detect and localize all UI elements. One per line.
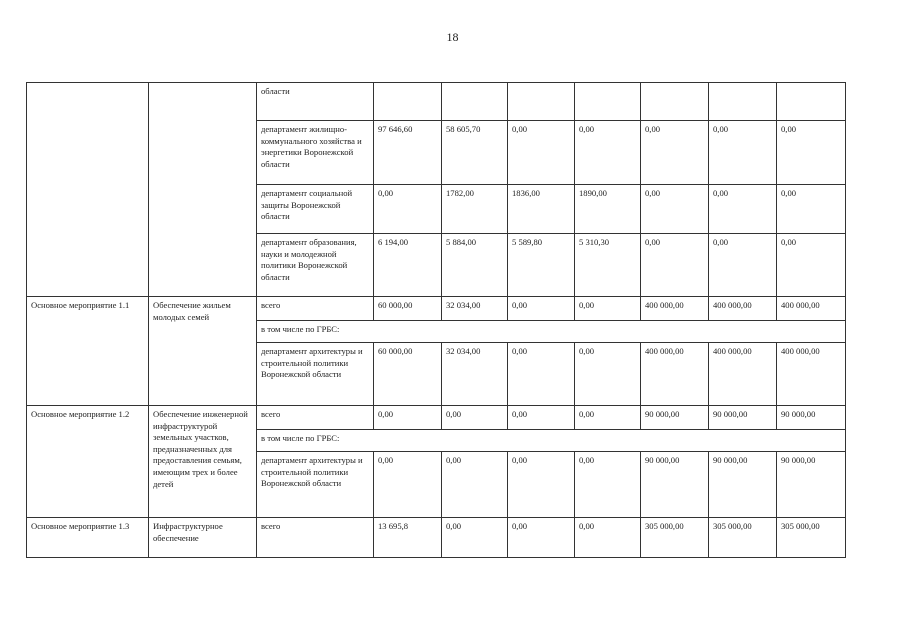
table-cell: всего	[257, 518, 374, 558]
table-body	[27, 83, 846, 558]
table-cell: 400 000,00	[777, 343, 846, 406]
table-cell: 0,00	[508, 518, 575, 558]
table-cell: департамент образования, науки и молодежной политики Воронежской области	[257, 234, 374, 297]
table-cell: всего	[257, 406, 374, 430]
table-cell: департамент архитектуры и строительной политики Воронежской области	[257, 343, 374, 406]
table-cell: 0,00	[575, 452, 641, 518]
table-cell: 0,00	[575, 518, 641, 558]
table-cell: в том числе по ГРБС:	[257, 321, 846, 343]
table-cell	[442, 83, 508, 121]
table-cell: 1782,00	[442, 185, 508, 234]
table-cell: 0,00	[508, 297, 575, 321]
table-cell: 32 034,00	[442, 343, 508, 406]
table-cell: 400 000,00	[641, 343, 709, 406]
table-cell: Основное мероприятие 1.3	[27, 518, 149, 558]
table-cell	[508, 83, 575, 121]
table-cell: 400 000,00	[641, 297, 709, 321]
table-cell: 90 000,00	[641, 452, 709, 518]
table-cell: 1890,00	[575, 185, 641, 234]
table-cell: 400 000,00	[709, 297, 777, 321]
table-cell: 97 646,60	[374, 121, 442, 185]
table-cell: 5 589,80	[508, 234, 575, 297]
table-cell: 0,00	[709, 234, 777, 297]
table-cell: 90 000,00	[777, 452, 846, 518]
page-number: 18	[446, 30, 459, 44]
table-cell: 13 695,8	[374, 518, 442, 558]
table-cell: 90 000,00	[777, 406, 846, 430]
table-cell: 0,00	[508, 343, 575, 406]
table-cell: 0,00	[709, 121, 777, 185]
table-cell	[149, 83, 257, 297]
table-cell: департамент социальной защиты Воронежской области	[257, 185, 374, 234]
table-cell: 0,00	[575, 297, 641, 321]
table-cell: 0,00	[442, 452, 508, 518]
table-cell: 0,00	[709, 185, 777, 234]
table-cell: департамент жилищно-коммунального хозяйства и энергетики Воронежской области	[257, 121, 374, 185]
table-cell: 0,00	[575, 406, 641, 430]
table-cell: 0,00	[641, 234, 709, 297]
table-cell: 0,00	[777, 185, 846, 234]
table-cell: 0,00	[575, 343, 641, 406]
table-cell: 0,00	[442, 518, 508, 558]
budget-table	[26, 82, 846, 558]
table-cell	[641, 83, 709, 121]
table-cell: Обеспечение инженерной инфраструктурой земельных участков, предназначенных для предоставления семьям, имеющим трех и более детей	[149, 406, 257, 518]
table-cell: 90 000,00	[709, 452, 777, 518]
table-cell: 60 000,00	[374, 297, 442, 321]
table-cell: 305 000,00	[709, 518, 777, 558]
table-cell	[777, 83, 846, 121]
table-cell: 0,00	[508, 406, 575, 430]
table-cell: 32 034,00	[442, 297, 508, 321]
table-cell: 0,00	[508, 121, 575, 185]
table-cell: 0,00	[641, 121, 709, 185]
table-cell: области	[257, 83, 374, 121]
table-cell: 5 310,30	[575, 234, 641, 297]
table-row	[27, 406, 846, 430]
table-cell: 0,00	[374, 406, 442, 430]
table-cell: 1836,00	[508, 185, 575, 234]
table-cell: 0,00	[374, 185, 442, 234]
table-cell: 5 884,00	[442, 234, 508, 297]
table-cell: 400 000,00	[777, 297, 846, 321]
table-cell: 0,00	[575, 121, 641, 185]
table-cell: 6 194,00	[374, 234, 442, 297]
table-cell: 400 000,00	[709, 343, 777, 406]
table-cell: Основное мероприятие 1.2	[27, 406, 149, 518]
table-cell: в том числе по ГРБС:	[257, 430, 846, 452]
table-cell: Инфраструктурное обеспечение	[149, 518, 257, 558]
table-cell: 90 000,00	[709, 406, 777, 430]
table-cell: 58 605,70	[442, 121, 508, 185]
table-cell	[709, 83, 777, 121]
table-row	[27, 518, 846, 558]
table-cell: 0,00	[442, 406, 508, 430]
table-cell: Основное мероприятие 1.1	[27, 297, 149, 406]
table-cell: 305 000,00	[777, 518, 846, 558]
table-cell: департамент архитектуры и строительной политики Воронежской области	[257, 452, 374, 518]
table-cell	[575, 83, 641, 121]
table-cell: 90 000,00	[641, 406, 709, 430]
table-cell: Обеспечение жильем молодых семей	[149, 297, 257, 406]
table-cell: 0,00	[777, 121, 846, 185]
table-cell: 305 000,00	[641, 518, 709, 558]
table-cell	[27, 83, 149, 297]
table-row	[27, 297, 846, 321]
table-row	[27, 83, 846, 121]
table-cell: 0,00	[374, 452, 442, 518]
table-cell	[374, 83, 442, 121]
table-cell: всего	[257, 297, 374, 321]
table-cell: 0,00	[777, 234, 846, 297]
table-cell: 0,00	[508, 452, 575, 518]
table-cell: 60 000,00	[374, 343, 442, 406]
table-cell: 0,00	[641, 185, 709, 234]
